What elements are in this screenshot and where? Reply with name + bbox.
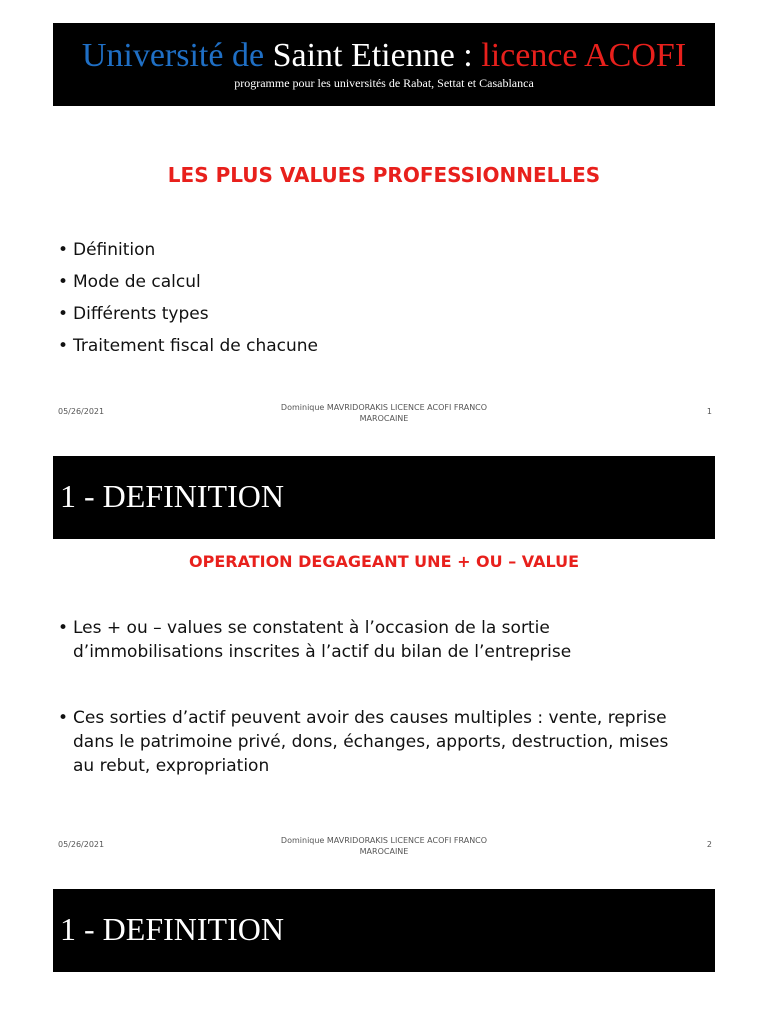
footer-author-line1: Dominique MAVRIDORAKIS LICENCE ACOFI FRANCO [280,403,488,412]
bullet-item: • Différents types [58,298,318,330]
bullet-line: dans le patrimoine privé, dons, échanges, apports, destruction, mises [73,732,669,752]
bullet-item: • Définition [58,234,318,266]
footer-author-line1: Dominique MAVRIDORAKIS LICENCE ACOFI FRANCO [280,836,488,845]
slide-title: LES PLUS VALUES PROFESSIONNELLES [167,163,601,187]
section-heading: 1 - DEFINITION [60,478,284,514]
page-number: 1 [706,407,712,416]
bullet-item: • Mode de calcul [58,266,318,298]
bullet-line: • Ces sorties d’actif peuvent avoir des causes multiples : vente, reprise [73,708,667,728]
footer-date: 05/26/2021 [58,407,105,416]
banner-program: licence ACOFI [481,37,687,74]
bullet-item: • Traitement fiscal de chacune [58,330,318,362]
banner-subtitle: programme pour les universités de Rabat, Settat et Casablanca [234,76,534,90]
section-heading: 1 - DEFINITION [60,911,284,947]
footer-date: 05/26/2021 [58,840,105,849]
bullet-line: d’immobilisations inscrites à l’actif du bilan de l’entreprise [73,642,572,662]
heading-banner [53,889,715,972]
bullet-line: au rebut, expropriation [73,756,270,776]
footer-author-line2: MAROCAINE [359,414,409,423]
footer-author-line2: MAROCAINE [359,847,409,856]
bullet-line: • Les + ou – values se constatent à l’occasion de la sortie [73,618,550,638]
page-number: 2 [706,840,712,849]
banner-city: Saint Etienne : [272,37,473,74]
banner-university: Université de [81,37,265,74]
slide-subtitle: OPERATION DEGAGEANT UNE + OU – VALUE [188,552,579,571]
